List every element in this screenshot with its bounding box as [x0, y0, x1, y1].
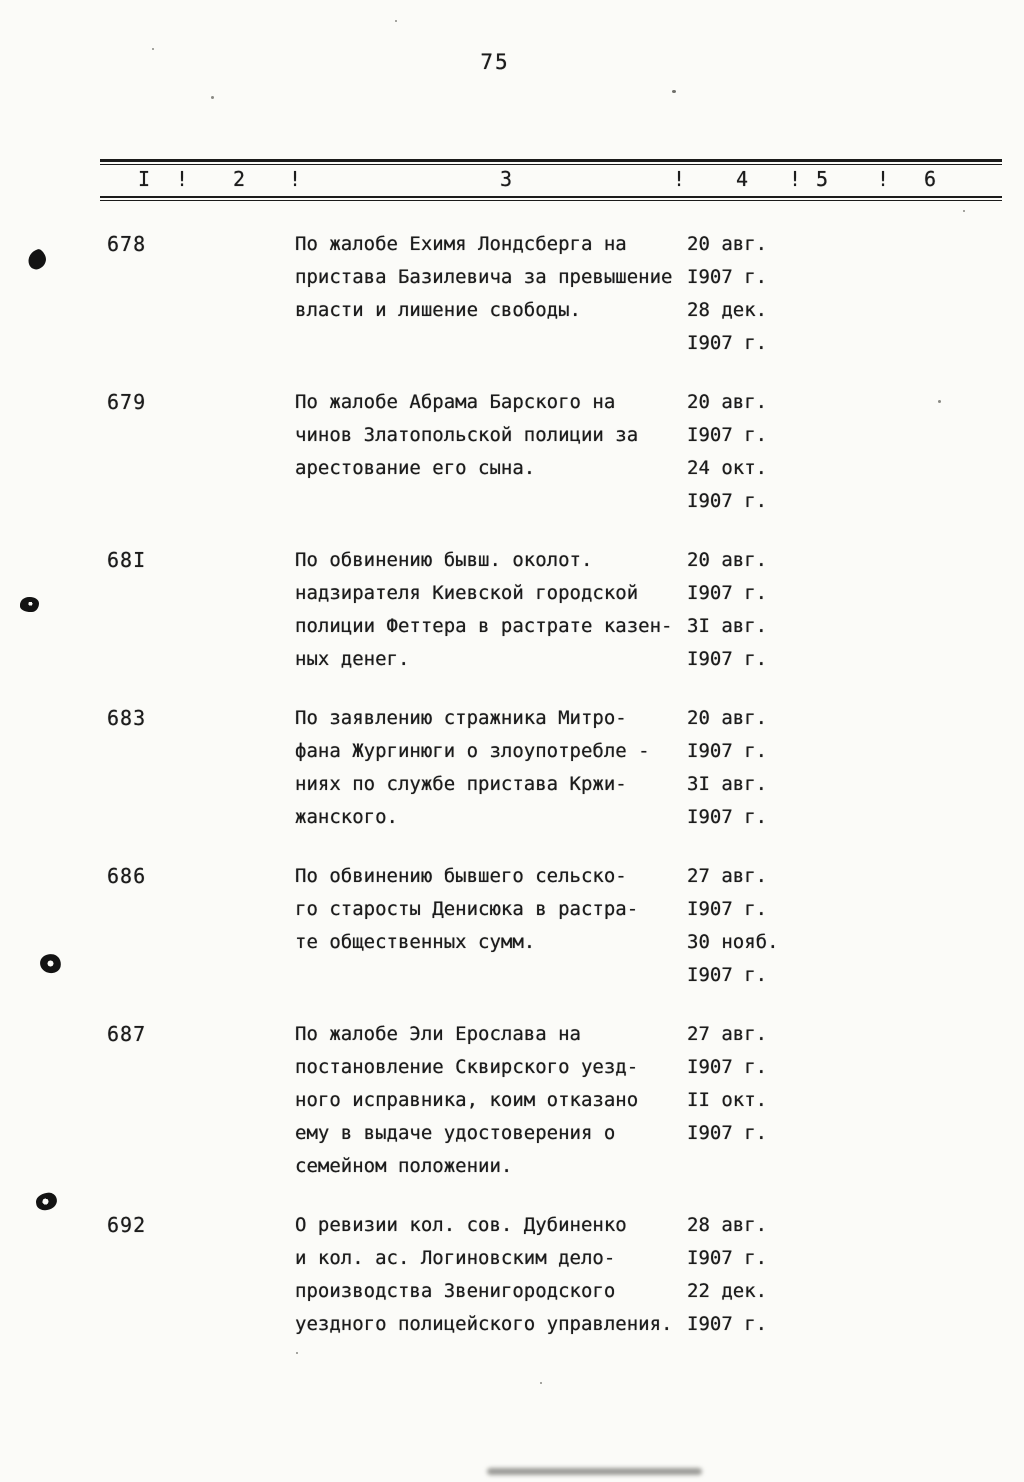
date-line: I907 г. [687, 332, 768, 354]
entry-lines [295, 860, 935, 992]
entry-line [295, 228, 935, 261]
table-row [0, 544, 1024, 676]
entry-line [295, 1051, 935, 1084]
date-line: I907 г. [687, 266, 768, 288]
column-header-5: 5 [816, 167, 829, 191]
date-line: I907 г. [687, 490, 768, 512]
entry-line [295, 261, 935, 294]
page-number: 75 [480, 50, 510, 74]
entry-line [295, 1084, 935, 1117]
date-line: I907 г. [687, 806, 768, 828]
date-line: 28 авг. [687, 1214, 768, 1236]
case-title-line: По жалобе Абрама Барского на [295, 391, 616, 413]
date-line: 30 нояб. [687, 931, 779, 953]
date-line: I907 г. [687, 1313, 768, 1335]
case-title-line: полиции Феттера в растрате казен- [295, 615, 673, 637]
entry-line [295, 419, 935, 452]
entry-line [295, 643, 935, 676]
case-title-line: постановление Сквирского уезд- [295, 1056, 639, 1078]
entry-line [295, 386, 935, 419]
date-line: 28 дек. [687, 299, 768, 321]
date-line: I907 г. [687, 1247, 768, 1269]
column-header-2: 2 [233, 167, 246, 191]
table-row [0, 386, 1024, 518]
case-title-line: производства Звенигородского [295, 1280, 616, 1302]
entry-line [295, 1308, 935, 1341]
table-row [0, 702, 1024, 834]
date-line: 20 авг. [687, 707, 768, 729]
case-title-line: семейном положении. [295, 1155, 513, 1177]
date-line: I907 г. [687, 424, 768, 446]
entry-line [295, 959, 935, 992]
case-title-line: пристава Базилевича за превышение [295, 266, 673, 288]
table-row [0, 1209, 1024, 1341]
scan-speck [395, 20, 397, 22]
case-title-line: фана Жургинюги о злоупотребле - [295, 740, 650, 762]
entry-line [295, 926, 935, 959]
case-title-line: По жалобе Эли Ерослава на [295, 1023, 581, 1045]
entry-number: 678 [107, 232, 147, 256]
entry-line [295, 452, 935, 485]
column-separator: ! [176, 167, 189, 191]
table-header-row [0, 167, 1024, 195]
entry-lines [295, 1209, 935, 1341]
case-title-line: По жалобе Ехимя Лондсберга на [295, 233, 627, 255]
entry-line [295, 860, 935, 893]
entry-lines [295, 544, 935, 676]
column-separator: ! [673, 167, 686, 191]
entry-line [295, 768, 935, 801]
entry-line [295, 702, 935, 735]
date-line: 3I авг. [687, 773, 768, 795]
date-line: 27 авг. [687, 865, 768, 887]
date-line: I907 г. [687, 964, 768, 986]
case-title-line: те общественных сумм. [295, 931, 536, 953]
date-line: I907 г. [687, 582, 768, 604]
column-separator: ! [877, 167, 890, 191]
entry-lines [295, 1018, 935, 1183]
entry-lines [295, 702, 935, 834]
date-line: I907 г. [687, 740, 768, 762]
scan-speck [211, 96, 214, 99]
case-title-line: ему в выдаче удостоверения о [295, 1122, 616, 1144]
table-top-rule-thick [100, 159, 1002, 162]
date-line: 24 окт. [687, 457, 768, 479]
case-title-line: О ревизии кол. сов. Дубиненко [295, 1214, 627, 1236]
date-line: I907 г. [687, 648, 768, 670]
ink-blot [20, 597, 39, 612]
case-title-line: По заявлению стражника Митро- [295, 707, 627, 729]
case-title-line: По обвинению бывшего сельско- [295, 865, 627, 887]
entry-line [295, 577, 935, 610]
date-line: 20 авг. [687, 549, 768, 571]
entry-line [295, 1242, 935, 1275]
column-header-6: 6 [924, 167, 937, 191]
entry-line [295, 327, 935, 360]
scan-speck [672, 90, 676, 93]
entry-number: 692 [107, 1213, 147, 1237]
entry-line [295, 1018, 935, 1051]
case-title-line: жанского. [295, 806, 398, 828]
case-title-line: го старосты Денисюка в растра- [295, 898, 639, 920]
date-line: I907 г. [687, 1056, 768, 1078]
date-line: 20 авг. [687, 233, 768, 255]
table-header-bottom-rule-thin [100, 200, 1002, 201]
scan-smudge [487, 1468, 702, 1475]
date-line: I907 г. [687, 1122, 768, 1144]
entry-number: 683 [107, 706, 147, 730]
table-header-bottom-rule-thick [100, 196, 1002, 198]
table-row [0, 1018, 1024, 1183]
case-title-line: уездного полицейского управления. [295, 1313, 673, 1335]
case-title-line [295, 485, 687, 518]
date-line: 20 авг. [687, 391, 768, 413]
entry-line [295, 544, 935, 577]
date-line: II окт. [687, 1089, 768, 1111]
date-line: 22 дек. [687, 1280, 768, 1302]
table-row [0, 228, 1024, 360]
case-title-line: ного исправника, коим отказано [295, 1089, 639, 1111]
scan-speck [938, 400, 941, 403]
entry-line [295, 801, 935, 834]
column-separator: ! [789, 167, 802, 191]
entry-line [295, 610, 935, 643]
case-title-line: ниях по службе пристава Кржи- [295, 773, 627, 795]
entry-lines [295, 386, 935, 518]
case-title-line [295, 327, 687, 360]
case-title-line: ных денег. [295, 648, 410, 670]
entry-lines [295, 228, 935, 360]
table-row [0, 860, 1024, 992]
column-separator: ! [289, 167, 302, 191]
entry-line [295, 294, 935, 327]
scan-speck [152, 48, 154, 50]
column-header-3: 3 [500, 167, 513, 191]
case-title-line: власти и лишение свободы. [295, 299, 581, 321]
entry-line [295, 1209, 935, 1242]
entry-line [295, 1275, 935, 1308]
column-header-I: I [138, 167, 151, 191]
entry-number: 68I [107, 548, 147, 572]
case-title-line: и кол. ас. Логиновским дело- [295, 1247, 616, 1269]
date-line: 3I авг. [687, 615, 768, 637]
case-title-line: чинов Златопольской полиции за [295, 424, 639, 446]
entry-number: 686 [107, 864, 147, 888]
date-line: 27 авг. [687, 1023, 768, 1045]
entry-line [295, 1150, 935, 1183]
case-title-line: По обвинению бывш. околот. [295, 549, 593, 571]
case-title-line: надзирателя Киевской городской [295, 582, 639, 604]
entry-number: 679 [107, 390, 147, 414]
entry-number: 687 [107, 1022, 147, 1046]
entry-line [295, 1117, 935, 1150]
scan-speck [963, 210, 965, 212]
entry-line [295, 485, 935, 518]
entry-line [295, 735, 935, 768]
case-title-line: арестование его сына. [295, 457, 536, 479]
entries [0, 228, 1024, 1367]
column-header-4: 4 [736, 167, 749, 191]
entry-line [295, 893, 935, 926]
scan-speck [540, 1382, 542, 1384]
date-line: I907 г. [687, 898, 768, 920]
case-title-line [295, 959, 687, 992]
table-top-rule-thin [100, 164, 1002, 165]
scan-speck [296, 1352, 298, 1354]
